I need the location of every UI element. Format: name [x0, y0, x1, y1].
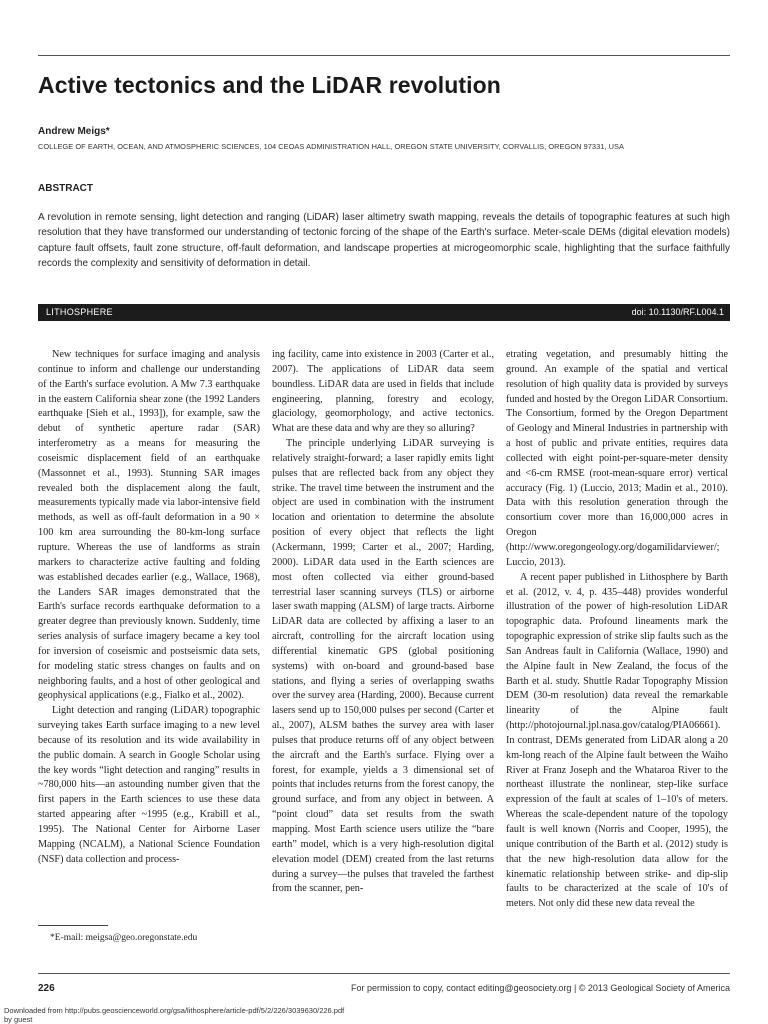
- footer-rule: [38, 973, 730, 974]
- body-paragraph: The principle underlying LiDAR surveying is relatively straight-forward; a laser rapidly emits light pulses that are reflected back from any object they strike. The travel time between the instrument and the object are used in combination with the instrument location and orientation to determine the absolute position of every object that reflects the light (Ackermann, 1999; Carter et al., 2007; Harding, 2000). LiDAR data used in the Earth sciences are most often collected via either ground-based terrestrial laser scanning surveys (TLS) or airborne laser swath mapping (ALSM) of large tracts. Airborne LiDAR data are collected by affixing a laser to an aircraft, controlling for the aircraft location using differential kinematic GPS (global positioning systems) with on-board and ground-based base stations, and flying a series of overlapping swaths over the survey area (Harding, 2000). Because current lasers send up to 150,000 pulses per second (Carter et al., 2007), ALSM bathes the survey area with laser pulses that produce returns off of any object between the aircraft and the Earth's surface. Flying over a forest, for example, yields a 3 dimensional set of points that includes returns from the forest canopy, the ground surface, and from any object in between. A “point cloud” data set results from the swath mapping. Most Earth science users utilize the “bare earth” model, which is a very high-resolution digital elevation model (DEM) created from the last returns during a survey—the pulses that traveled the farthest from the scanner, pen-: [272, 438, 494, 895]
- article-title: Active tectonics and the LiDAR revolution: [38, 72, 501, 98]
- body-paragraph: New techniques for surface imaging and analysis continue to inform and challenge our understanding of the Earth's surface evolution. A Mw 7.3 earthquake in the eastern California shear zone (the 1992 Landers earthquake [Sieh et al., 1993]), for example, saw the debut of synthetic aperture radar (SAR) interferometry as a means for measuring the coseismic displacement field of an earthquake (Massonnet et al., 1993). Stunning SAR images revealed both the displacement along the fault, measurements typically made via labor-intensive field methods, as well as off-fault deformation in a 90 × 100 km area surrounding the 80-km-long surface rupture. Whereas the use of landforms as strain markers to characterize active faulting and folding was established decades earlier (e.g., Wallace, 1968), the Landers SAR images demonstrated that the Earth's surface records earthquake deformation to a greater degree than previously known. Suddenly, time series analysis of surface imagery became a key tool for inversion of coseismic and postseismic data sets, for modeling static stress changes on faults and on neighboring faults, and a host of other geological and geophysical applications (e.g., Fialko et al., 2002).: [38, 349, 260, 702]
- download-url: Downloaded from http://pubs.geoscienceworld.org/gsa/lithosphere/article-pdf/5/2/226/3039630/226.pdf: [4, 1006, 345, 1015]
- body-column-1: [38, 348, 260, 868]
- body-column-3: [506, 348, 728, 912]
- footnote-rule: [38, 925, 108, 926]
- page-number: 226: [38, 983, 55, 994]
- body-paragraph: etrating vegetation, and presumably hitting the ground. An example of the spatial and vertical resolution of high quality data is provided by surveys funded and hosted by the Oregon LiDAR Consortium. The Consortium, formed by the Oregon Department of Geology and Mineral Industries in partnership with a host of public and private entities, requires data collected with eight point-per-square-meter density and <6-cm RMSE (root-mean-square error) vertical accuracy (Fig. 1) (Luccio, 2013; Madin et al., 2010). Data with this resolution generation through the consortium cover more than 16,000,000 acres in Oregon (http://www.oregongeology.org/dogamilidarviewer/; Luccio, 2013).: [506, 349, 728, 568]
- journal-name: LITHOSPHERE: [46, 307, 113, 317]
- author-email-footnote: *E-mail: meigsa@geo.oregonstate.edu: [50, 933, 198, 943]
- body-paragraph: Light detection and ranging (LiDAR) topographic surveying takes Earth surface imaging to a new level because of its resolution and its wide availability in the public domain. A search in Google Scholar using the key words “light detection and ranging” results in ~780,000 hits—an astounding number given that the first papers in the Earth sciences to use these data started appearing after ~1995 (e.g., Krabill et al., 1995). The National Center for Airborne Laser Mapping (NCALM), a National Science Foundation (NSF) data collection and process-: [38, 705, 260, 865]
- author-name: Andrew Meigs*: [38, 126, 110, 137]
- body-paragraph: A recent paper published in Lithosphere by Barth et al. (2012, v. 4, p. 435–448) provides wonderful illustration of the power of high-resolution LiDAR topographic data. Profound lineaments mark the topographic expression of strike slip faults such as the San Andreas fault in California (Wallace, 1990) and the Alpine fault in New Zealand, the focus of the Barth et al. study. Shuttle Radar Topography Mission DEM (30-m resolution) data reveal the remarkable linearity of the Alpine fault (http://photojournal.jpl.nasa.gov/catalog/PIA06661). In contrast, DEMs generated from LiDAR along a 20 km-long reach of the Alpine fault between the Waiho River at Franz Joseph and the Whataroa River to the northeast illustrate the nonlinear, step-like surface expression of the fault at scales of 1–10's of meters. Whereas the scale-dependent nature of the topology fault is well known (Norris and Cooper, 1995), the unique contribution of the Barth et al. (2012) study is that the new high-resolution data allow for the kinematic relationship between strike- and dip-slip faults to be characterized at the scale of 10's of meters. Not only did these new data reveal the: [506, 571, 728, 910]
- copyright-notice: For permission to copy, contact editing@geosociety.org | © 2013 Geological Society of America: [351, 983, 730, 993]
- body-paragraph: ing facility, came into existence in 2003 (Carter et al., 2007). The applications of LiDAR data seem boundless. LiDAR data are used in fields that include engineering, planning, forestry and ecology, glaciology, geomorphology, and active tectonics. What are these data and why are they so alluring?: [272, 349, 494, 435]
- doi-link[interactable]: doi: 10.1130/RF.L004.1: [631, 307, 724, 317]
- download-guest: by guest: [4, 1015, 33, 1024]
- abstract-text: A revolution in remote sensing, light detection and ranging (LiDAR) laser altimetry swath mapping, reveals the details of topographic features at such high resolution that they have transformed our understanding of tectonic forcing of the shape of the Earth's surface. Meter-scale DEMs (digital elevation models) capture fault offsets, fault zone structure, off-fault deformation, and landscape properties at microgeomorphic scale, highlighting that the surface faithfully records the complexity and sensitivity of deformation in detail.: [38, 212, 730, 270]
- body-column-2: [272, 348, 494, 897]
- journal-banner: [38, 304, 730, 321]
- top-rule: [38, 55, 730, 56]
- abstract-heading: ABSTRACT: [38, 183, 93, 194]
- author-affiliation: COLLEGE OF EARTH, OCEAN, AND ATMOSPHERIC SCIENCES, 104 CEOAS ADMINISTRATION HALL, OREGON STATE UNIVERSITY, CORVALLIS, OREGON 97331, USA: [38, 142, 624, 151]
- download-notice: [4, 1006, 344, 1024]
